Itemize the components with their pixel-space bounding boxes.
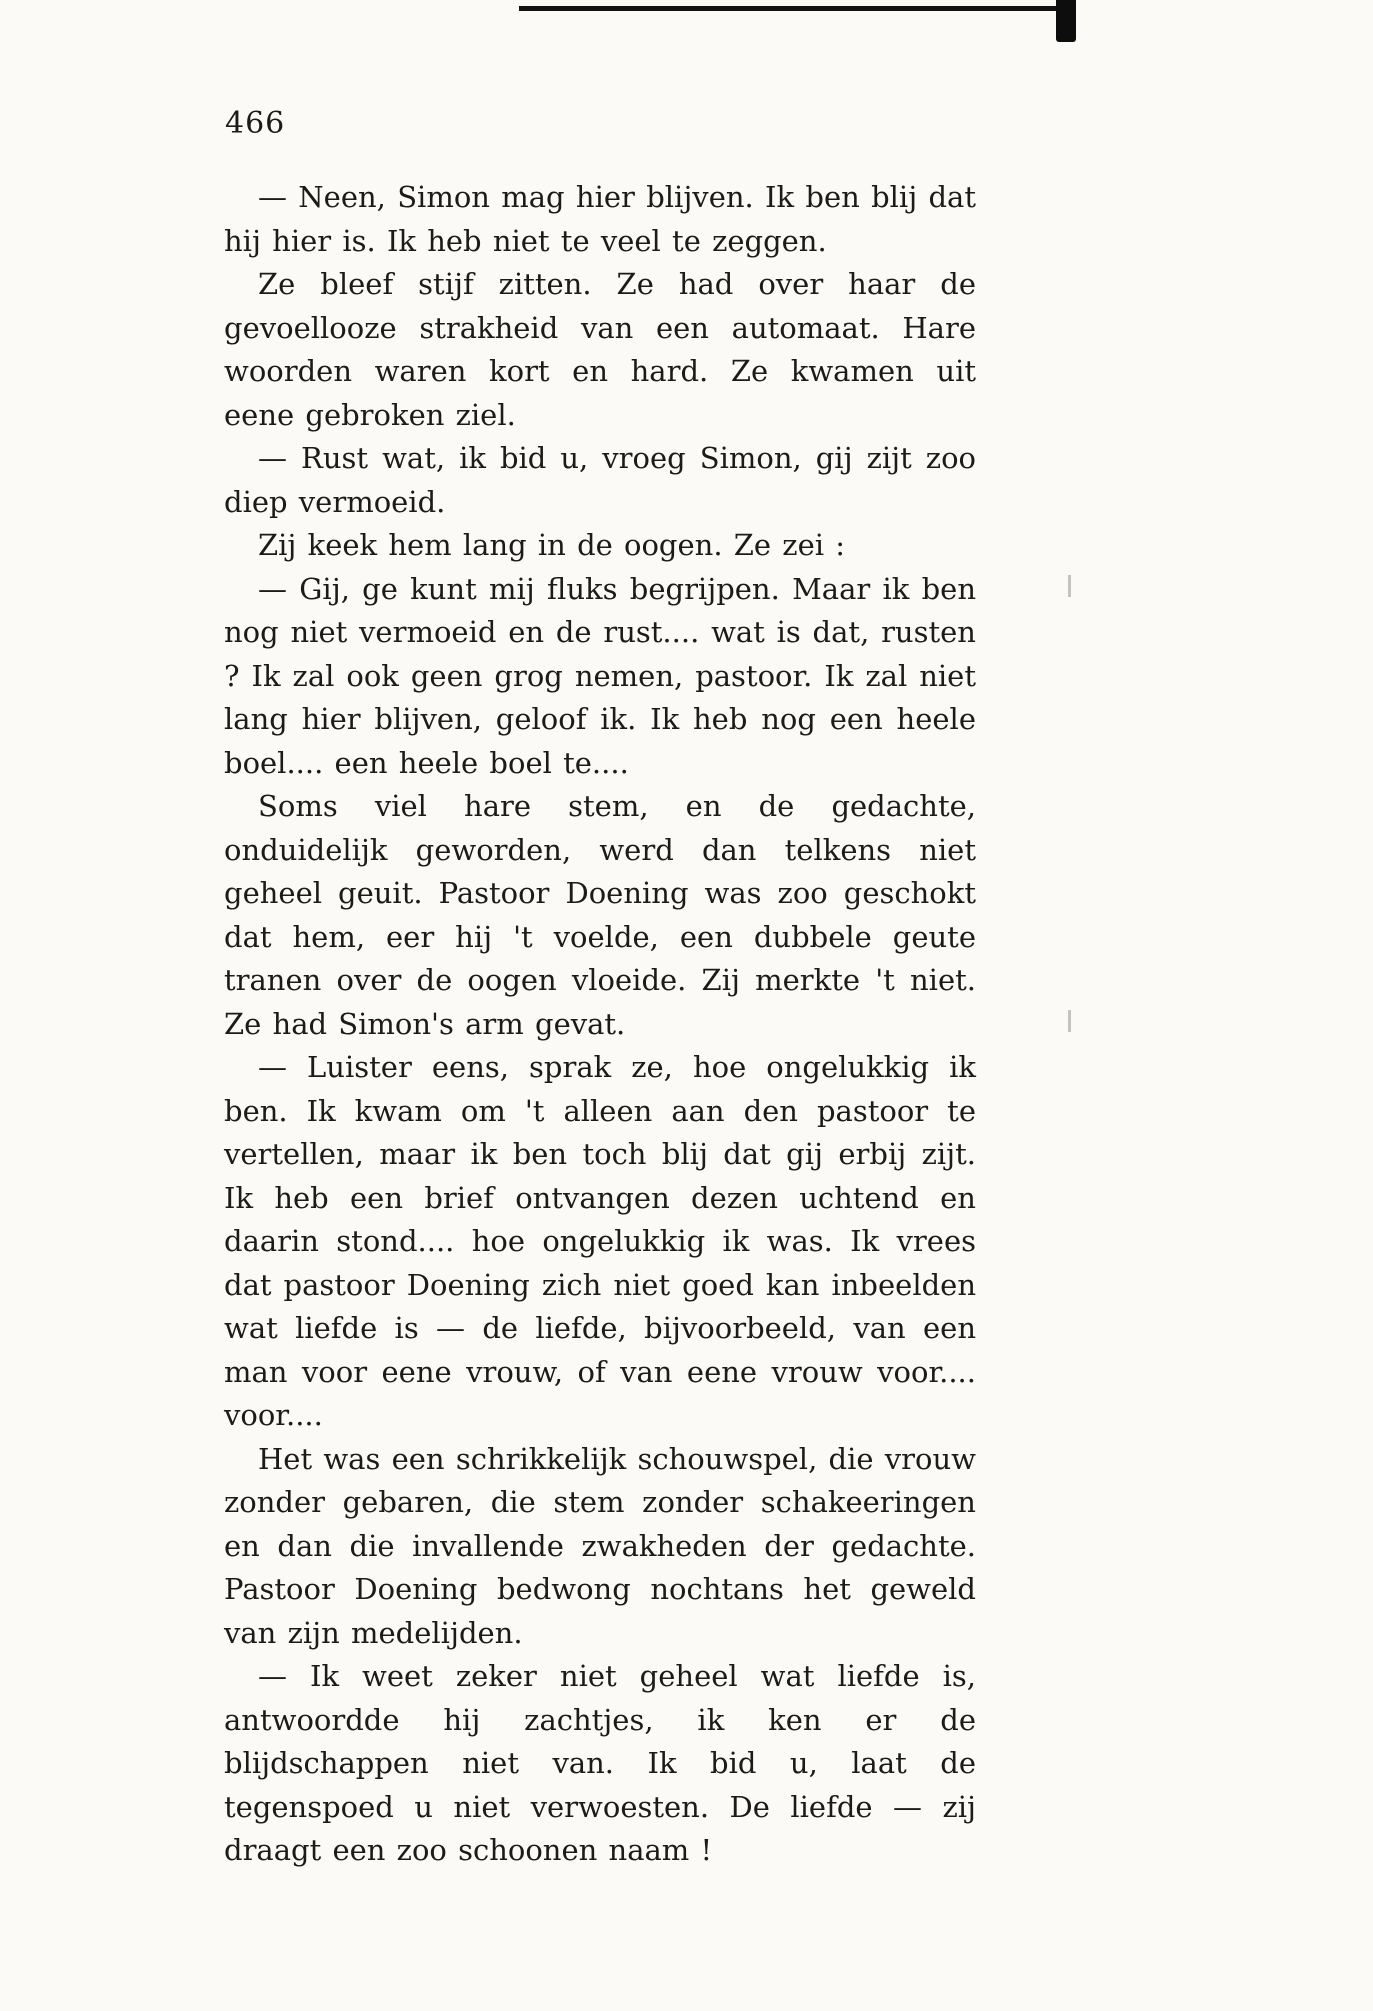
paragraph: Soms viel hare stem, en de gedachte, onduidelijk geworden, werd dan telkens niet geheel geuit. Pastoor Doening was zoo geschokt dat hem, eer hij 't voelde, een dubbele geute tranen over de oogen vloeide. Zij merkte 't niet. Ze had Simon's arm gevat.	[224, 789, 976, 1041]
paragraph: — Luister eens, sprak ze, hoe ongelukkig ik ben. Ik kwam om 't alleen aan den pastoor te vertellen, maar ik ben toch blij dat gij erbij zijt. Ik heb een brief ontvangen dezen uchtend en daarin stond.... hoe ongelukkig ik was. Ik vrees dat pastoor Doening zich niet goed kan inbeelden wat liefde is — de liefde, bijvoorbeeld, van een man voor eene vrouw, of van eene vrouw voor.... voor....	[224, 1050, 976, 1432]
scan-artifact-edge-mark	[1068, 575, 1071, 597]
paragraph: Zij keek hem lang in de oogen. Ze zei :	[258, 528, 846, 562]
scan-artifact-corner-blob	[1056, 0, 1076, 42]
paragraph: — Gij, ge kunt mij fluks begrijpen. Maar ik ben nog niet vermoeid en de rust.... wat is dat, rusten ? Ik zal ook geen grog nemen, pastoor. Ik zal niet lang hier blijven, geloof ik. Ik heb nog een heele boel.... een heele boel te....	[224, 571, 976, 780]
page-number: 466	[225, 106, 286, 141]
paragraph: Het was een schrikkelijk schouwspel, die vrouw zonder gebaren, die stem zonder schakeeringen en dan die invallende zwakheden der gedachte. Pastoor Doening bedwong nochtans het geweld van zijn medelijden.	[224, 1441, 976, 1650]
paragraph: Ze bleef stijf zitten. Ze had over haar de gevoellooze strakheid van een automaat. Hare woorden waren kort en hard. Ze kwamen uit eene gebroken ziel.	[224, 267, 976, 432]
scan-artifact-edge-mark	[1068, 1010, 1071, 1032]
paragraph: — Neen, Simon mag hier blijven. Ik ben blij dat hij hier is. Ik heb niet te veel te zeggen.	[224, 180, 976, 258]
paragraph: — Ik weet zeker niet geheel wat liefde is, antwoordde hij zachtjes, ik ken er de blijdschappen niet van. Ik bid u, laat de tegenspoed u niet verwoesten. De liefde — zij draagt een zoo schoonen naam !	[224, 1659, 976, 1867]
paragraph: — Rust wat, ik bid u, vroeg Simon, gij zijt zoo diep vermoeid.	[224, 441, 976, 519]
scan-artifact-top-rule	[519, 6, 1067, 11]
text-block	[224, 176, 976, 1873]
